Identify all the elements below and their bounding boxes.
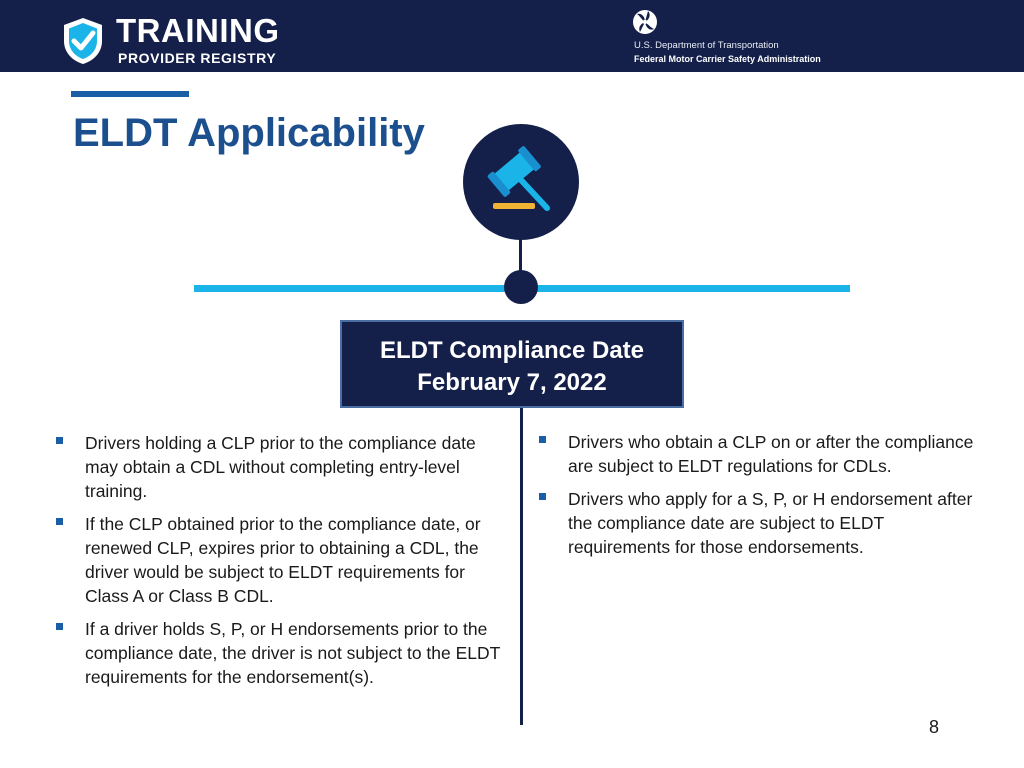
bullet-square-icon	[539, 436, 546, 443]
list-item	[539, 430, 979, 478]
bullet-text: Drivers who apply for a S, P, or H endorsement after the compliance date are subject to ELDT requirements for those endorsements.	[568, 489, 973, 557]
compliance-date-value: February 7, 2022	[417, 369, 607, 396]
bullet-text: If the CLP obtained prior to the compliance date, or renewed CLP, expires prior to obtaining a CDL, the driver would be subject to ELDT requirements for Class A or Class B CDL.	[85, 514, 481, 606]
department-name: U.S. Department of Transportation	[634, 40, 779, 51]
dot-emblem-icon	[632, 9, 658, 35]
bullet-text: If a driver holds S, P, or H endorsements prior to the compliance date, the driver is not subject to the ELDT requirements for the endorsement(s).	[85, 619, 501, 687]
column-divider	[520, 408, 523, 725]
list-item	[56, 512, 512, 608]
bullet-text: Drivers holding a CLP prior to the compliance date may obtain a CDL without completing entry-level training.	[85, 433, 476, 501]
page-title: ELDT Applicability	[73, 111, 425, 155]
list-item	[56, 617, 512, 689]
agency-name: Federal Motor Carrier Safety Administration	[634, 54, 821, 64]
timeline-node	[504, 270, 538, 304]
title-accent-rule	[71, 91, 189, 97]
bullet-square-icon	[56, 518, 63, 525]
list-item	[539, 487, 979, 559]
connector-top	[519, 238, 522, 274]
compliance-date-box	[340, 320, 684, 408]
bullet-square-icon	[539, 493, 546, 500]
logo-subtitle: PROVIDER REGISTRY	[118, 50, 277, 66]
gavel-icon	[463, 124, 579, 240]
right-bullet-list	[539, 430, 979, 568]
page-number: 8	[929, 717, 940, 737]
left-bullet-list	[56, 431, 512, 698]
bullet-square-icon	[56, 437, 63, 444]
compliance-date-label: ELDT Compliance Date	[379, 337, 645, 364]
bullet-text: Drivers who obtain a CLP on or after the compliance are subject to ELDT regulations for CDLs.	[568, 432, 974, 476]
list-item	[56, 431, 512, 503]
header-bar	[0, 0, 1024, 72]
bullet-square-icon	[56, 623, 63, 630]
gavel-badge	[463, 124, 579, 240]
shield-check-icon	[62, 17, 104, 65]
logo-title: TRAINING	[116, 12, 280, 49]
